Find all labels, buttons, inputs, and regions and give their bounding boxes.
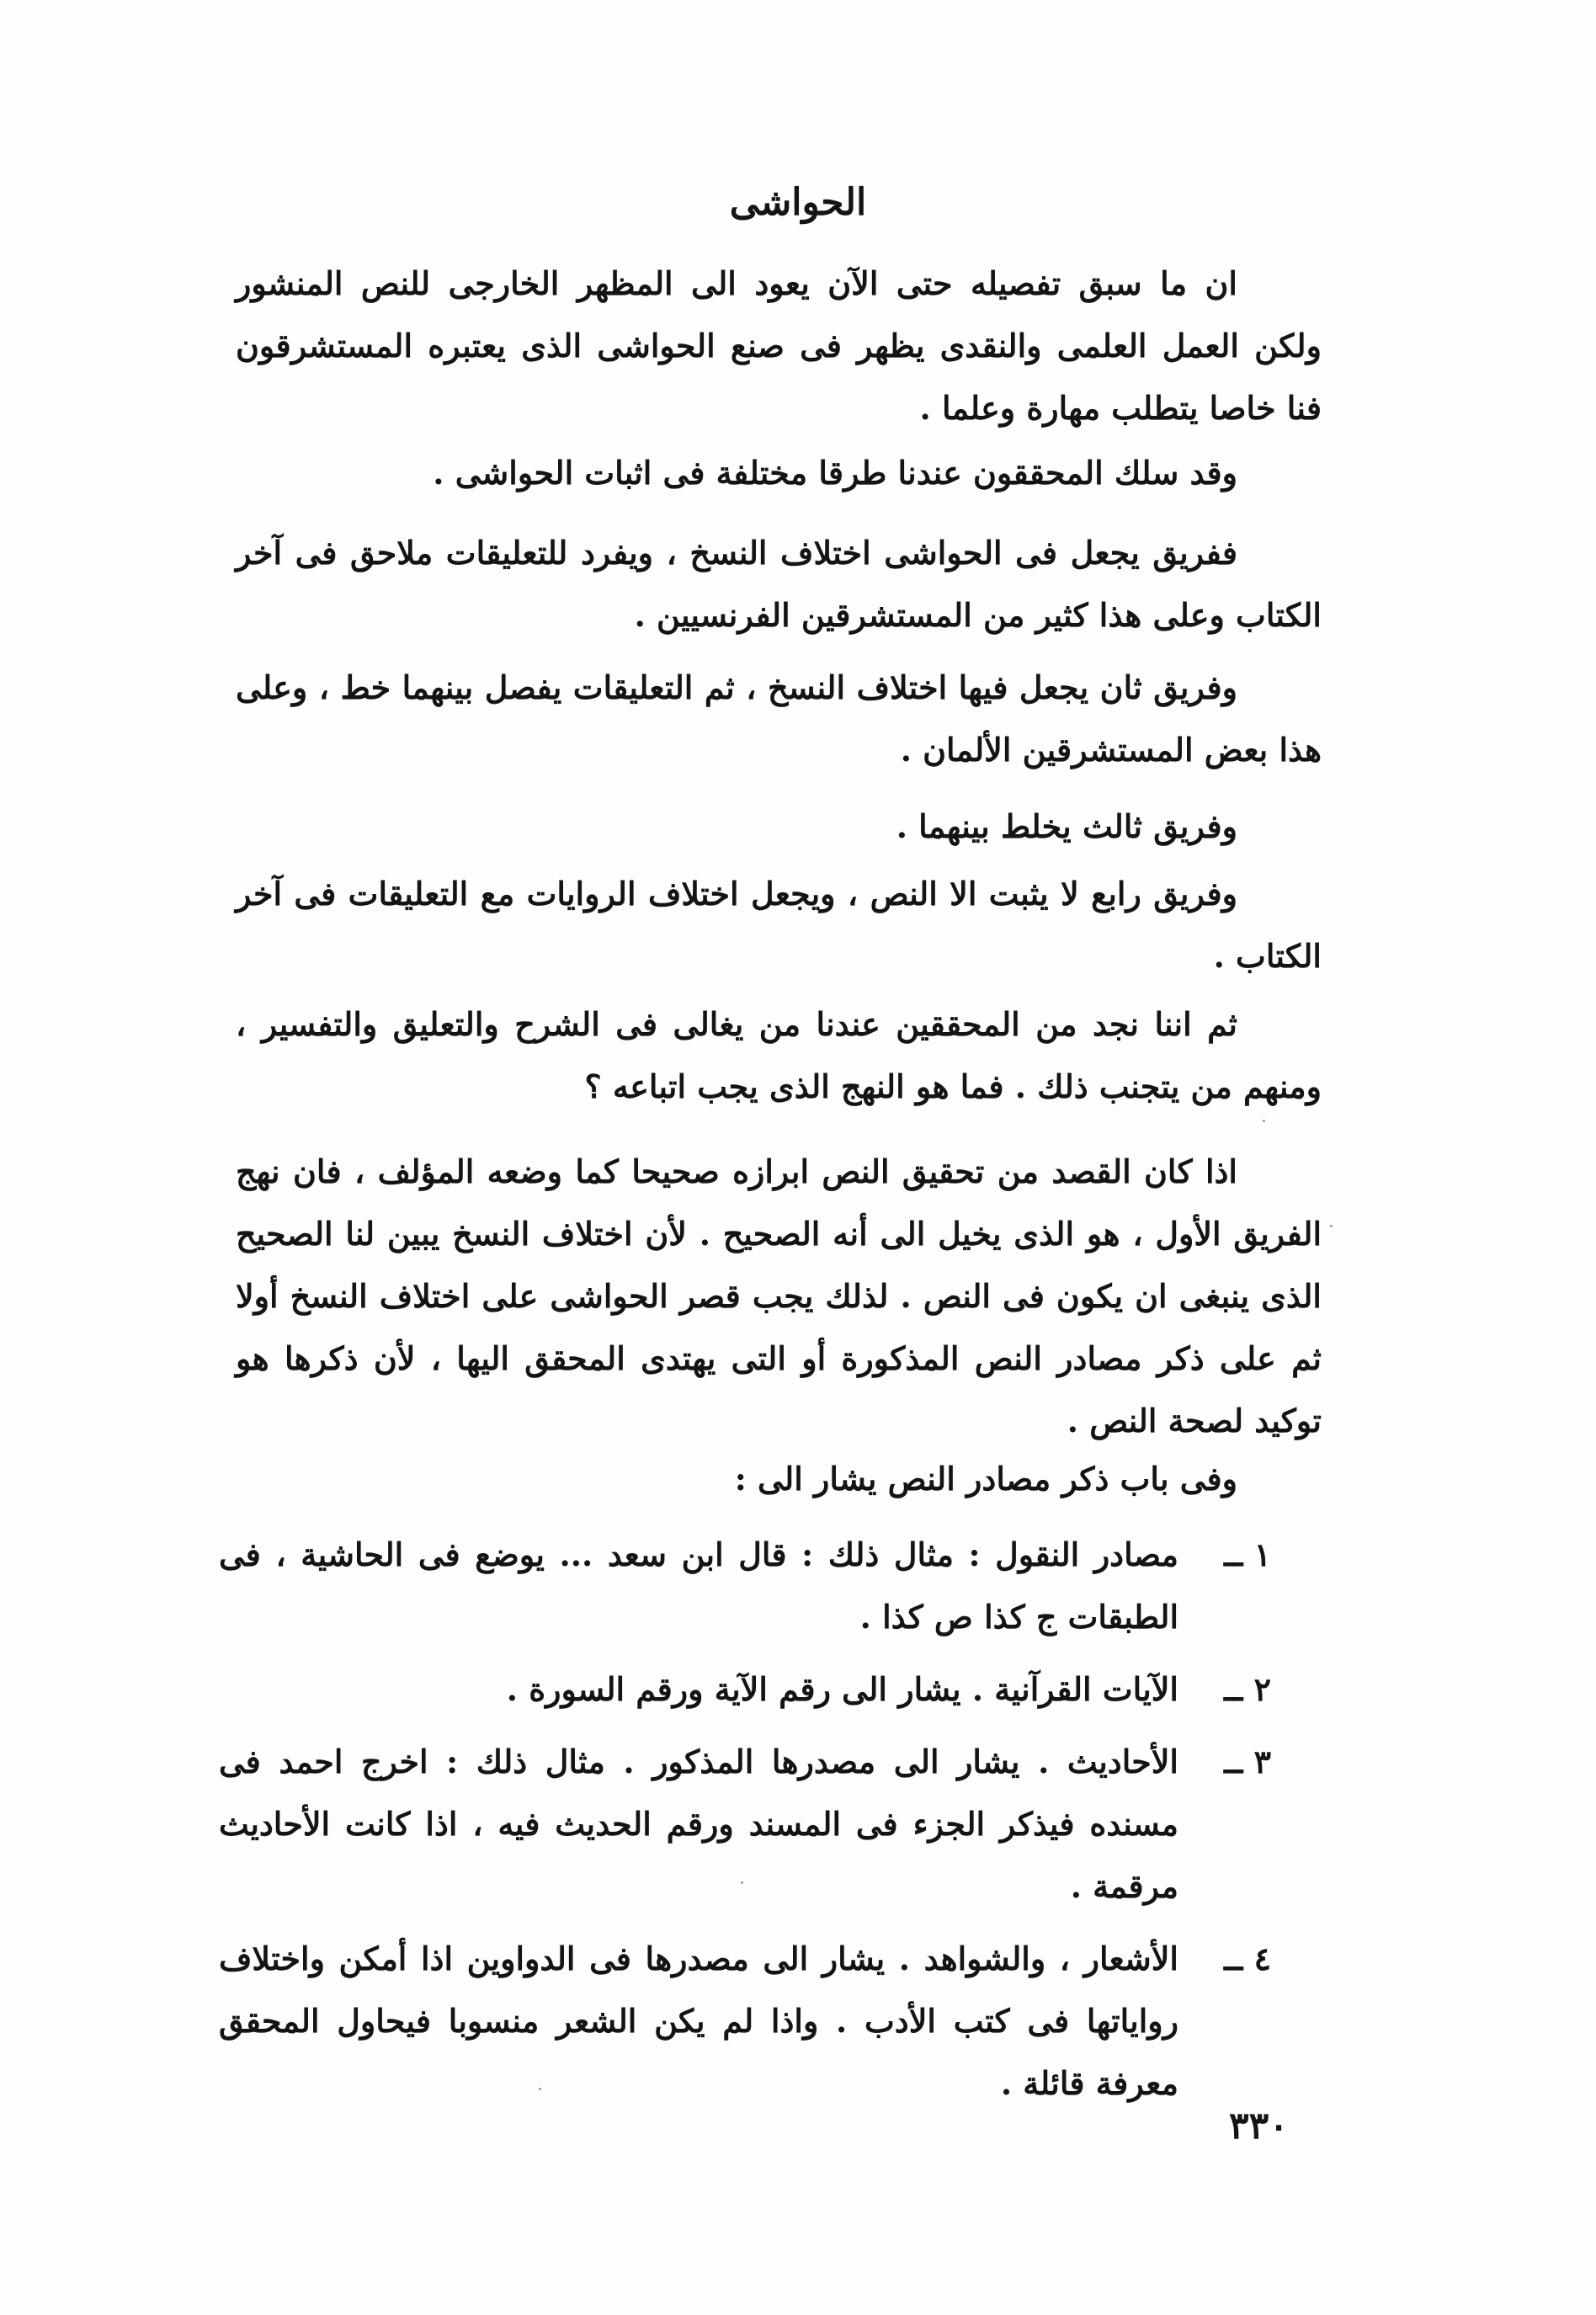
list-item [219, 1731, 1271, 1918]
list-item [219, 1658, 1271, 1721]
paragraph-5 [236, 796, 1322, 858]
list-number: ٤ ــ [1224, 1940, 1271, 1977]
list-text: الآيات القرآنية . يشار الى رقم الآية ورقم السورة . [506, 1670, 1178, 1708]
scan-speck [539, 2088, 541, 2090]
paragraph-text: وقد سلك المحققون عندنا طرقا مختلفة فى اثبات الحواشى . [433, 454, 1237, 492]
paragraph-text: ثم اننا نجد من المحققين عندنا من يغالى فى الشرح والتعليق والتفسير ، ومنهم من يتجنب ذلك . فما هو النهج الذى يجب اتباعه ؟ [236, 1005, 1322, 1105]
paragraph-3 [236, 522, 1322, 647]
scan-speck [1330, 1225, 1333, 1227]
sources-list [219, 1524, 1271, 2115]
list-item [219, 1524, 1271, 1648]
paragraph-text: وفريق ثان يجعل فيها اختلاف النسخ ، ثم التعليقات يفصل بينهما خط ، وعلى هذا بعض المستشرقين الألمان . [236, 668, 1322, 769]
scan-speck [741, 1881, 743, 1884]
paragraph-1 [236, 253, 1322, 439]
list-text: الأحاديث . يشار الى مصدرها المذكور . مثال ذلك : اخرج احمد فى مسنده فيذكر الجزء فى المسند ورقم الحديث فيه ، اذا كانت الأحاديث مرقمة . [219, 1743, 1178, 1905]
page-number: ٣٣٠ [1229, 2105, 1289, 2147]
paragraph-4 [236, 657, 1322, 781]
list-number: ٢ ــ [1224, 1670, 1271, 1708]
list-text: الأشعار ، والشواهد . يشار الى مصدرها فى الدواوين اذا أمكن واختلاف رواياتها فى كتب الأدب . واذا لم يكن الشعر منسوبا فيحاول المحقق معرفة قائلة . [219, 1940, 1178, 2102]
paragraph-text: ففريق يجعل فى الحواشى اختلاف النسخ ، ويفرد للتعليقات ملاحق فى آخر الكتاب وعلى هذا كثير من المستشرقين الفرنسيين . [236, 534, 1322, 634]
paragraph-7 [236, 993, 1322, 1118]
list-item [219, 1928, 1271, 2115]
paragraph-text: ان ما سبق تفصيله حتى الآن يعود الى المظهر الخارجى للنص المنشور ولكن العمل العلمى والنقدى يظهر فى صنع الحواشى الذى يعتبره المستشرقون فنا خاصا يتطلب مهارة وعلما . [236, 264, 1322, 427]
paragraph-8 [236, 1141, 1322, 1452]
paragraph-text: اذا كان القصد من تحقيق النص ابرازه صحيحا كما وضعه المؤلف ، فان نهج الفريق الأول ، هو الذى يخيل الى أنه الصحيح . لأن اختلاف النسخ يبين لنا الصحيح الذى ينبغى ان يكون فى النص . لذلك يجب قصر الحواشى على اختلاف النسخ أولا ثم على ذكر مصادر النص المذكورة أو التى يهتدى المحقق اليها ، لأن ذكرها هو توكيد لصحة النص . [236, 1152, 1322, 1440]
list-text: مصادر النقول : مثال ذلك : قال ابن سعد ... يوضع فى الحاشية ، فى الطبقات ج كذا ص كذا . [219, 1535, 1178, 1636]
paragraph-text: وفريق ثالث يخلط بينهما . [896, 807, 1237, 845]
paragraph-2 [236, 442, 1322, 504]
paragraph-text: وفى باب ذكر مصادر النص يشار الى : [734, 1460, 1237, 1498]
scan-speck [1263, 1120, 1265, 1122]
paragraph-text: وفريق رابع لا يثبت الا النص ، ويجعل اختلاف الروايات مع التعليقات فى آخر الكتاب . [236, 875, 1322, 975]
paragraph-9 [236, 1448, 1322, 1510]
list-number: ١ ــ [1224, 1535, 1271, 1573]
list-number: ٣ ــ [1224, 1743, 1271, 1780]
page-heading: الحواشى [729, 181, 867, 224]
paragraph-6 [236, 863, 1322, 987]
